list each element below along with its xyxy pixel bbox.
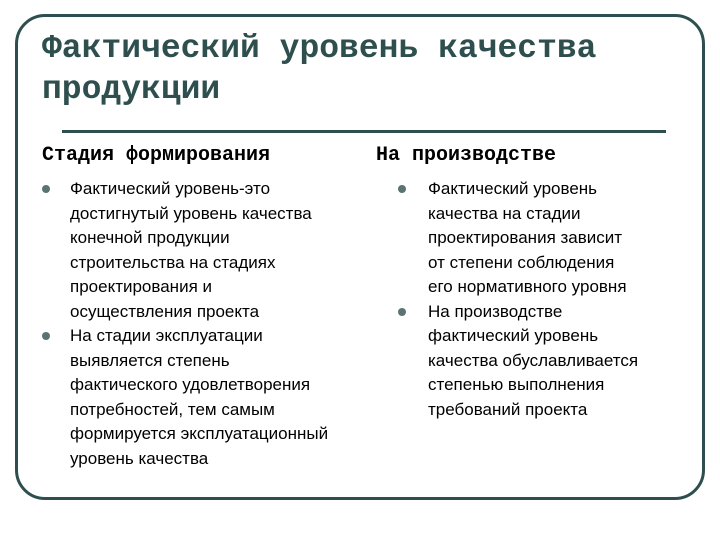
list-item: [398, 300, 698, 423]
list-item-text: На стадии эксплуатации выявляется степень фактического удовлетворения потребностей, тем самым формируется эксплуатационный уровень качества: [70, 326, 329, 468]
bullet-icon: [42, 332, 50, 340]
right-column-heading: На производстве: [376, 144, 557, 167]
bullet-icon: [398, 308, 406, 316]
right-column-list: [398, 177, 698, 422]
bullet-icon: [398, 185, 406, 193]
left-column-heading: Стадия формирования: [42, 144, 271, 167]
slide-title: Фактический уровень качества продукции: [42, 30, 597, 108]
list-item: [398, 177, 698, 300]
list-item-text: Фактический уровень качества на стадии проектирования зависит от степени соблюдения его нормативного уровня: [428, 179, 627, 296]
list-item-text: На производстве фактический уровень качества обуславливается степенью выполнения требований проекта: [428, 301, 639, 419]
title-divider: [62, 130, 666, 133]
bullet-icon: [42, 185, 50, 193]
list-item: [42, 177, 382, 324]
list-item-text: Фактический уровень-это достигнутый уровень качества конечной продукции строительства на стадиях проектирования и осуществления проекта: [70, 179, 312, 321]
left-column-list: [42, 177, 382, 471]
list-item: [42, 324, 382, 471]
